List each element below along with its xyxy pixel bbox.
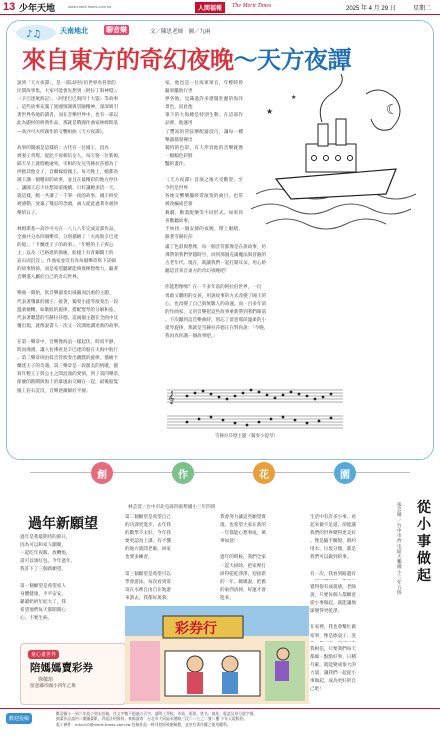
- text-line: 還可以領紅包。今年過年，: [20, 559, 76, 565]
- text-line: 民間故事集，大家可能會先想到〈阿拉丁與神燈〉、: [17, 89, 121, 95]
- text-line: 事如意！: [220, 539, 239, 545]
- text-line: 心，不要生病。: [20, 615, 53, 621]
- drawing-title: 陪媽媽賣彩券: [30, 662, 93, 674]
- child-drawing-image: [125, 606, 309, 704]
- article-column-3: [165, 244, 425, 374]
- text-line: 〈辛巴達航海記〉、〈阿里巴巴與四十大盜〉等故事: [17, 97, 119, 103]
- text-line: 生活中有許多小事，看: [310, 515, 356, 520]
- banner-char-4: 園: [334, 462, 356, 484]
- cloud-music-icon: [14, 22, 60, 42]
- text-line: 樂的日子。: [17, 210, 40, 216]
- text-line: 我許下了三個新願望。: [20, 567, 66, 573]
- text-line: [17, 218, 157, 226]
- text-line: 進來。: [220, 595, 234, 601]
- text-line: 從小事做起，就能讓地: [310, 601, 356, 607]
- text-line: [310, 563, 392, 571]
- banner-char-2: 作: [172, 462, 194, 484]
- article-column-1: [17, 80, 157, 455]
- text-line: 我再為你講一個故事吧。」: [165, 334, 218, 340]
- text-line: 說到「天方夜譚」，是一部以阿拉伯世界為背景的: [17, 81, 116, 86]
- text-line: 都做一點點好事，日積: [310, 655, 356, 661]
- text-line: 的作曲家，又用音樂把這些故事重新帶到我們眼前: [165, 309, 267, 315]
- notice-line: 繪畫作品請用八開圖畫紙，背面註明資料。來稿請寄：台北市大同區承德路三段二八七之二號八樓 少年天地版收。: [56, 716, 248, 722]
- right-article-author: 張芸晴／台中市西屯區大鵬國小三年五班: [397, 503, 402, 597]
- text-line: [165, 276, 425, 284]
- text-line: 聽這首來自東方的奇幻夜晚吧！: [165, 269, 230, 275]
- text-line: [310, 616, 392, 624]
- text-line: 的船」、「卡蘭達王子的故事」、「年輕的王子與公: [17, 242, 114, 248]
- text-line: 不妨找一個安靜的夜晚，閉上眼睛，跟著雪赫拉莎: [165, 226, 243, 240]
- text-line: 來游去，我都好羨慕。: [125, 595, 171, 601]
- text-line: [310, 641, 392, 642]
- text-line: 各地交響樂團經常演奏的曲目，也常被改編成芭蕾: [165, 194, 243, 208]
- banner-char-3: 花: [253, 462, 275, 484]
- text-line: 故事的開頭是這樣的：古代有一位國王，因為: [17, 145, 109, 151]
- left-article-author: 林芸萱／台中市北屯區四張犁國小三年四班: [128, 505, 216, 510]
- text-line: 在家裡，我也會幫忙做: [310, 625, 356, 631]
- notice-line: 歡迎國小一到六年級小朋友投稿，作文字數不超過五百字，請附上學校、年級、班級、姓名、地址、電話及身分證字號。: [56, 711, 258, 716]
- right-article-column-2: [310, 584, 392, 642]
- text-line: 家，他也是一位海軍軍官，年輕時曾隨軍艦航行世: [165, 81, 243, 95]
- text-line: 也要多練習。: [125, 555, 153, 561]
- text-line: 我會努力讓這些願望實: [220, 515, 266, 520]
- text-line: 滿了色彩與想像，每一個音符都像是在說故事，彷: [165, 245, 267, 250]
- right-article-title: 從小事做起: [417, 500, 431, 584]
- text-line: 的數學不太好，今年我: [125, 531, 171, 537]
- text-line: 《天方夜譚》首演之後大受歡迎，至今仍是世界: [165, 178, 243, 192]
- text-line: 。像是隨手關燈、節約: [310, 539, 356, 545]
- text-line: [17, 282, 157, 290]
- drawing-author: 徐敬瑄: [38, 677, 54, 683]
- text-line: 時而洶湧，讓人彷彿看見辛巴達的船在大海中航行: [17, 348, 119, 354]
- text-line: 心，也改變了自己與無數人的命運。而一百多年前: [165, 301, 267, 307]
- svg-text:♪♫: ♪♫: [26, 29, 42, 40]
- ship-illustration: [246, 74, 426, 244]
- notice-line: 電子郵件：mhm10@merit-times.com.tw 投稿作品一經刊登即致贈稿費，並享有著作權之使用權利。: [56, 721, 231, 727]
- article-title: [22, 40, 422, 72]
- text-line: 。下次聽到這首樂曲時，別忘了留意那段溫柔的小: [165, 317, 267, 323]
- text-line: [20, 574, 120, 582]
- text-line: 希望他們每天都開開心: [20, 607, 66, 613]
- submission-badge: 歡迎投稿: [6, 713, 32, 724]
- text-line: 球變得更乾淨。: [310, 609, 343, 615]
- text-line: 著世界各地的讀者。而在音樂世界中，也有一部以: [17, 113, 119, 119]
- text-line: 第三個願望是希望可以: [125, 571, 171, 577]
- text-line: [17, 137, 157, 145]
- text-line: 豔的畫作。: [165, 161, 188, 167]
- text-line: 學會游泳。每次看到哥: [125, 579, 171, 585]
- newspaper-logo: 人間福報: [195, 2, 225, 13]
- issue-date: 2025 年 4 月 29 日: [346, 6, 396, 12]
- text-line: [310, 579, 392, 580]
- text-line: 。第二樂章則由低音管吹奏出幽默的旋律，描繪卡: [17, 356, 119, 362]
- text-line: 主」以及「巴格達的節慶，船撞上有青銅騎士的: [17, 250, 114, 256]
- text-line: 現，也希望大家在新的: [220, 523, 266, 529]
- text-line: 有一次，我看到路邊有: [310, 571, 356, 577]
- text-line: [165, 169, 243, 177]
- text-line: 掃得乾乾淨淨，迎接新: [220, 571, 266, 577]
- issue-weekday: 星期二: [413, 5, 432, 12]
- submission-notice: [56, 711, 436, 727]
- text-line: 的功課更進步。去年我: [125, 523, 171, 529]
- text-line: 覆出現，就像說書人一次又一次開始講述新的故事。: [17, 323, 123, 329]
- music-score-illustration: [165, 380, 345, 440]
- text-line: 獨特的色彩，有人形容他的音樂就像一幅幅色彩鮮: [165, 145, 243, 159]
- text-line: ，讓國王忍不住想知道後續，只好讓她多活一天。: [17, 186, 119, 192]
- text-line: 我們可以做到的事。: [310, 555, 352, 561]
- text-line: 岩石而沉沒」。作曲家並沒有為每個樂章寫下詳細: [17, 259, 116, 265]
- text-line: 覺得很有成就感。老師: [310, 585, 356, 590]
- article-byline: 文／陳思老師 圖／九兩: [150, 29, 211, 35]
- text-line: 全曲共分為四個樂章，分別描繪了「大海與辛巴達: [17, 234, 119, 240]
- right-article-column-1: [310, 514, 392, 580]
- text-line: [17, 331, 157, 339]
- text-line: 月累，就能變成很大的: [310, 663, 356, 669]
- text-line: 筆下的大海總是特別生動。在這部作品裡，他運用: [165, 113, 243, 127]
- text-line: 的地方就問老師，回家: [125, 547, 171, 553]
- text-line: 說，只要每個人都願意: [310, 593, 356, 599]
- text-line: 古老年代。現在，就讓我們一起打開耳朵，用心聆: [165, 261, 267, 267]
- text-line: 的故事情節，而是希望聽眾能夠發揮想像力，隨著: [17, 267, 119, 273]
- banner-char-1: 創: [91, 462, 113, 484]
- text-line: 此為題材的經典作品，那就是俄國作曲家林姆斯基: [17, 121, 119, 127]
- text-line: 一起大掃除，把家裡打: [220, 563, 266, 569]
- text-line: 身體健康，平平安安。: [20, 591, 66, 597]
- text-line: 了豐富的管弦樂配器技巧，讓每一種樂器都發揮出: [165, 129, 243, 143]
- section-name: 少年天地: [19, 4, 56, 14]
- text-line: 被妻子背叛，從此不再相信女人，每天娶一位新娘，: [17, 153, 123, 159]
- text-line: 彿帶領我們穿越時空，回到那個充滿魔法與冒險的: [165, 253, 267, 259]
- text-line: 你能想像嗎？在一千多年前的阿拉伯世界，一位: [165, 285, 262, 291]
- text-line: 第一個願望是希望家人: [20, 583, 66, 589]
- column-tag-highlight: 聊音樂: [106, 26, 127, 34]
- score-caption: 雪赫拉莎德主題（獨奏小提琴）: [215, 434, 278, 439]
- text-line: 的東西清掉，好運才會: [220, 587, 266, 593]
- text-line: 拯救其他女子，自願嫁給國王。每天晚上，她都為: [17, 170, 119, 176]
- svg-text:★: ★: [266, 107, 274, 116]
- text-line: 己吧！: [310, 687, 324, 693]
- svg-text:𝄞: 𝄞: [168, 391, 175, 404]
- text-line: 界各地，見識過許多遼闊壯麗的海洋景色，因此他: [165, 97, 243, 111]
- text-line: 國王講一個精彩的故事，並且在最精彩的地方停住: [17, 178, 119, 184]
- text-line: 要更認真上課，有不懂: [125, 539, 171, 545]
- text-line: ，這些故事充滿了異國情調與冒險精神，深深吸引: [17, 105, 119, 111]
- text-line: 代表著殘暴的國王；接著，獨奏小提琴演奏出一段: [17, 299, 119, 305]
- text-line: 用水、垃圾分類，都是: [310, 547, 356, 553]
- text-line: —高沙可夫所創作的交響組曲《天方夜譚》。: [17, 129, 107, 135]
- drawing-column-tag: 童心畫世界: [28, 650, 59, 659]
- text-line: 哥在水裡自由自在地游: [125, 587, 171, 593]
- title-main: 來自東方的奇幻夜晚: [22, 45, 234, 74]
- text-line: 就這樣，她一共講了一千零一夜的故事，國王終於: [17, 194, 119, 200]
- text-line: 爺爺奶奶年紀大了，我: [20, 599, 66, 605]
- text-line: 一起吃年夜飯、放鞭炮，: [20, 551, 71, 557]
- text-line: 過年的時候，我們全家: [220, 555, 266, 561]
- text-line: 節慶的熱鬧與海上的暴風雨交織在一起，最後船隻: [17, 380, 119, 386]
- text-line: 一年都能心想事成，萬: [220, 531, 266, 537]
- text-line: 我們的世界變得更美好: [310, 531, 356, 537]
- text-line: 蘭達王子的奇遇。第三樂章是一段甜美的情歌，描: [17, 364, 119, 370]
- text-line: 起來微不足道，卻能讓: [310, 523, 356, 529]
- title-sub: ～天方夜譚: [233, 45, 351, 74]
- left-article-column-3: [220, 514, 305, 602]
- text-line: 林姆斯基—高沙可夫在一八八八年完成這部作品，: [17, 226, 119, 232]
- text-line: 家事，像是擦桌子、洗: [310, 633, 356, 639]
- text-line: 過年是我最期待的節日，: [20, 535, 71, 540]
- text-line: 的一年。媽媽說，把舊: [220, 579, 266, 585]
- newspaper-logo-en: The Merit Times: [232, 3, 272, 9]
- left-article-column-2: [125, 514, 215, 602]
- text-line: 寫年輕王子與公主之間浪漫的愛情。到了第四樂章，: [17, 372, 123, 378]
- text-line: 撞上岩石沉沒，音樂逐漸歸於平靜。: [17, 388, 91, 394]
- drawing-sign-text: 彩券行: [175, 621, 217, 637]
- svg-text:★: ★: [291, 94, 297, 101]
- article-column-2: [165, 80, 243, 240]
- text-line: 在第一樂章中，音樂像海浪一樣起伏，時而平靜，: [17, 340, 119, 345]
- text-line: 因為可以和家人團聚，: [20, 543, 66, 549]
- text-line: 音樂進入屬於自己的奇幻世界。: [17, 275, 82, 281]
- text-line: 樂曲一開始，低音樂器奏出威嚴而沉重的主題，: [17, 291, 114, 297]
- column-tag: 天南地北: [60, 27, 88, 35]
- left-article-title: 過年新願望: [28, 516, 98, 532]
- left-article-column-1: [20, 534, 120, 634]
- drawing-author-school: 留意縣市國小四年乙班: [30, 684, 76, 689]
- text-line: 溫柔婉轉、如歌般的旋律，搭配豎琴的分解和弦，: [17, 307, 119, 313]
- text-line: 事做起，成為更好的自: [310, 679, 356, 685]
- site-url[interactable]: www.merit-times.com.tw: [68, 4, 112, 9]
- text-line: [220, 546, 305, 554]
- text-line: 第二個願望是希望自己: [125, 515, 171, 520]
- text-line: 我相信，只要我們每天: [310, 647, 356, 652]
- text-line: 提琴旋律，那就是雪赫拉莎德正在對你說：「今晚，: [165, 325, 269, 331]
- text-line: 被感動，放棄了殘忍的念頭，兩人從此過著幸福快: [17, 202, 119, 208]
- text-line: 力量。讓我們一起從小: [310, 671, 356, 677]
- svg-text:☾: ☾: [386, 102, 399, 118]
- text-line: [125, 563, 215, 571]
- text-line: 代表著聰慧的雪赫拉莎德。這兩個主題在全曲中反: [17, 315, 119, 321]
- text-line: 隔天早上就將她處死。宰相的女兒雪赫拉莎德為了: [17, 161, 119, 167]
- text-line: 勇敢又聰明的女孩，用說故事的方式改變了國王的: [165, 293, 267, 299]
- page-number: 13: [3, 1, 16, 13]
- right-article-column-3: [310, 646, 430, 702]
- text-line: 舞劇、動畫配樂等不同形式。如果你喜歡聽故事，: [165, 210, 243, 224]
